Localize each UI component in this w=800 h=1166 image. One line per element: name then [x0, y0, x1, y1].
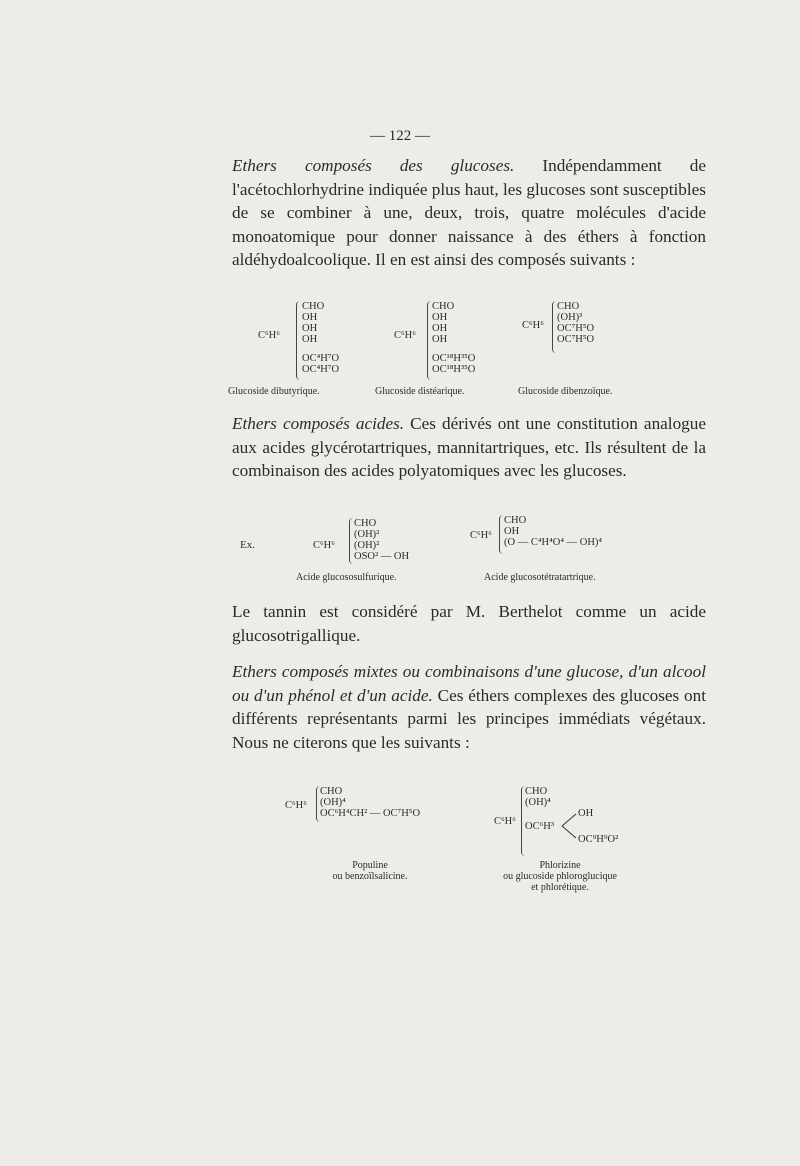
group-list: CHO (OH)⁴ OC⁶H⁴CH² — OC⁷H⁵O: [320, 786, 421, 819]
caption: Glucoside distéarique.: [375, 386, 465, 397]
radical: C⁶H⁶: [258, 330, 280, 341]
caption: Glucoside dibutyrique.: [228, 386, 320, 397]
bond-lines: [560, 812, 580, 840]
page-number: — 122 —: [370, 128, 430, 144]
brace: [296, 301, 301, 380]
group-list: CHO OH OH OH OC⁴H⁷O OC⁴H⁷O: [302, 301, 340, 375]
caption: Glucoside dibenzoïque.: [518, 386, 613, 397]
paragraph-tannin: [232, 600, 706, 647]
caption: Populine ou benzoïlsalicine.: [332, 860, 408, 882]
radical: C⁶H⁶: [494, 816, 516, 827]
group-list: CHO (OH)² (OH)² OSO² — OH: [354, 518, 410, 562]
paragraph-ethers-mixtes: [232, 660, 706, 754]
paragraph-ethers-composes: [232, 154, 706, 272]
radical: C⁶H⁶: [470, 530, 492, 541]
radical: C⁶H⁶: [522, 320, 544, 331]
group-list: CHO OH (O — C⁴H⁴O⁴ — OH)⁴: [504, 515, 603, 548]
paragraph-text: Le tannin est considéré par M. Berthelot comme un acide glucosotrigallique.: [232, 602, 706, 645]
paragraph-text: Ces dérivés ont une constitution analogue aux acides glycérotartriques, mannitartriques, etc. Ils résultent de la combinaison des acides polyatomiques avec les glucoses.: [232, 414, 706, 481]
paragraph-ethers-acides: [232, 412, 706, 483]
caption: Acide glucososulfurique.: [296, 572, 397, 583]
group-list: CHO OH OH OH OC¹⁸H³⁵O OC¹⁸H³⁵O: [432, 301, 476, 375]
paragraph-text: Indépendamment de l'acétochlorhydrine indiquée plus haut, les glucoses sont susceptibles de se combiner à une, deux, trois, quatre molécules d'acide monoatomique pour donner naissance à des éthers à fonction aldéhydoalcoolique. Il en est ainsi des composés suivants :: [232, 156, 706, 270]
group-ester: OC⁹H⁹O²: [578, 834, 619, 845]
caption: Acide glucosotétratartrique.: [484, 572, 596, 583]
example-label: Ex.: [240, 539, 255, 551]
radical: C⁶H⁶: [313, 540, 335, 551]
radical: C⁶H⁶: [394, 330, 416, 341]
paragraph-text: Ces éthers complexes des glucoses ont différents représentants parmi les principes immédiats végétaux. Nous ne citerons que les suivants :: [232, 685, 706, 752]
radical: C⁶H⁶: [285, 800, 307, 811]
section-title: Ethers composés des glucoses.: [232, 156, 515, 175]
section-title: Ethers composés mixtes ou combinaisons d'une glucose, d'un alcool ou d'un phénol et d'un acide.: [232, 662, 706, 705]
group-list: CHO (OH)⁴ OC⁶H³: [525, 786, 554, 832]
group-list: CHO (OH)³ OC⁷H⁵O OC⁷H⁵O: [557, 301, 595, 345]
caption: Phlorizine ou glucoside phloroglucique et phlorétique.: [503, 860, 617, 893]
section-title: Ethers composés acides.: [232, 414, 405, 433]
group-oh: OH: [578, 808, 594, 819]
